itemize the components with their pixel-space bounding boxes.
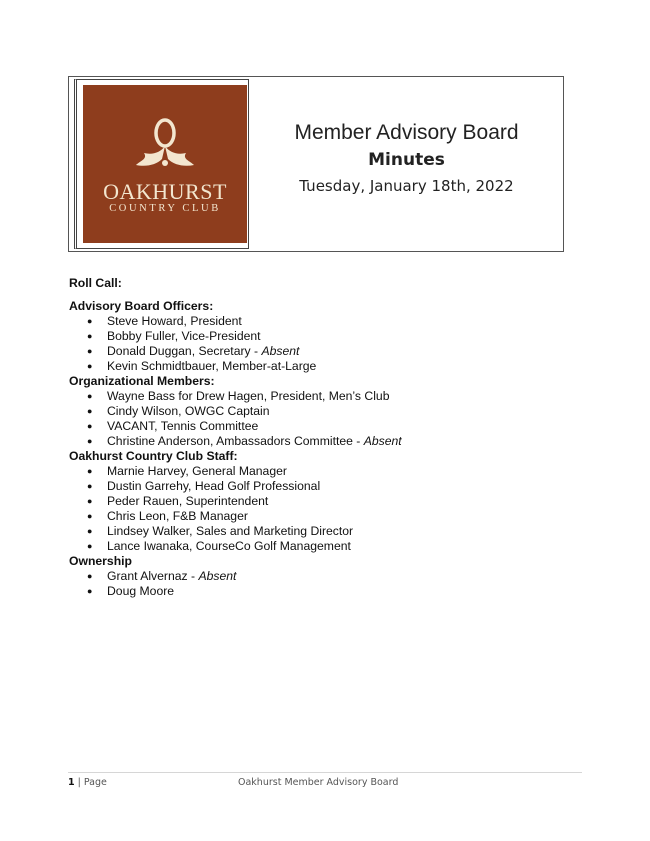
section-title: Oakhurst Country Club Staff: [69, 449, 238, 463]
list-item: ● Doug Moore [107, 584, 589, 599]
logo-frame [74, 79, 249, 249]
attendee-list [69, 569, 589, 599]
list-item: ● Kevin Schmidtbauer, Member-at-Large [107, 359, 589, 374]
list-item: ● Donald Duggan, Secretary - Absent [107, 344, 589, 359]
section-title: Advisory Board Officers: [69, 299, 214, 313]
list-item: ● Lance Iwanaka, CourseCo Golf Management [107, 539, 589, 554]
list-item: ● Marnie Harvey, General Manager [107, 464, 589, 479]
document-title: Member Advisory Board [294, 121, 519, 144]
attendee-list [69, 389, 589, 449]
document-subtitle: Minutes [368, 150, 445, 170]
logo-subname: COUNTRY CLUB [109, 203, 221, 214]
header-box [68, 76, 564, 252]
list-item: ● Peder Rauen, Superintendent [107, 494, 589, 509]
list-item: ● Chris Leon, F&B Manager [107, 509, 589, 524]
list-item: ● VACANT, Tennis Committee [107, 419, 589, 434]
section-title: Organizational Members: [69, 374, 215, 388]
minutes-content [69, 276, 589, 599]
footer-page-number: 1 | Page [68, 777, 107, 788]
footer-divider [68, 772, 582, 773]
list-item: ● Dustin Garrehy, Head Golf Professional [107, 479, 589, 494]
title-block [249, 119, 564, 199]
list-item: ● Cindy Wilson, OWGC Captain [107, 404, 589, 419]
attendee-list [69, 464, 589, 554]
list-item: ● Wayne Bass for Drew Hagen, President, Men’s Club [107, 389, 589, 404]
section-title: Ownership [69, 554, 132, 568]
list-item: ● Christine Anderson, Ambassadors Committee - Absent [107, 434, 589, 449]
meeting-date: Tuesday, January 18th, 2022 [299, 177, 514, 195]
list-item: ● Grant Alvernaz - Absent [107, 569, 589, 584]
list-item: ● Bobby Fuller, Vice-President [107, 329, 589, 344]
logo-name: OAKHURST [103, 179, 227, 204]
footer-title: Oakhurst Member Advisory Board [238, 777, 399, 788]
oak-leaf-emblem-icon [130, 117, 200, 173]
attendee-list [69, 314, 589, 374]
club-logo [83, 85, 247, 243]
list-item: ● Lindsey Walker, Sales and Marketing Director [107, 524, 589, 539]
list-item: ● Steve Howard, President [107, 314, 589, 329]
roll-call-heading: Roll Call: [69, 276, 122, 290]
